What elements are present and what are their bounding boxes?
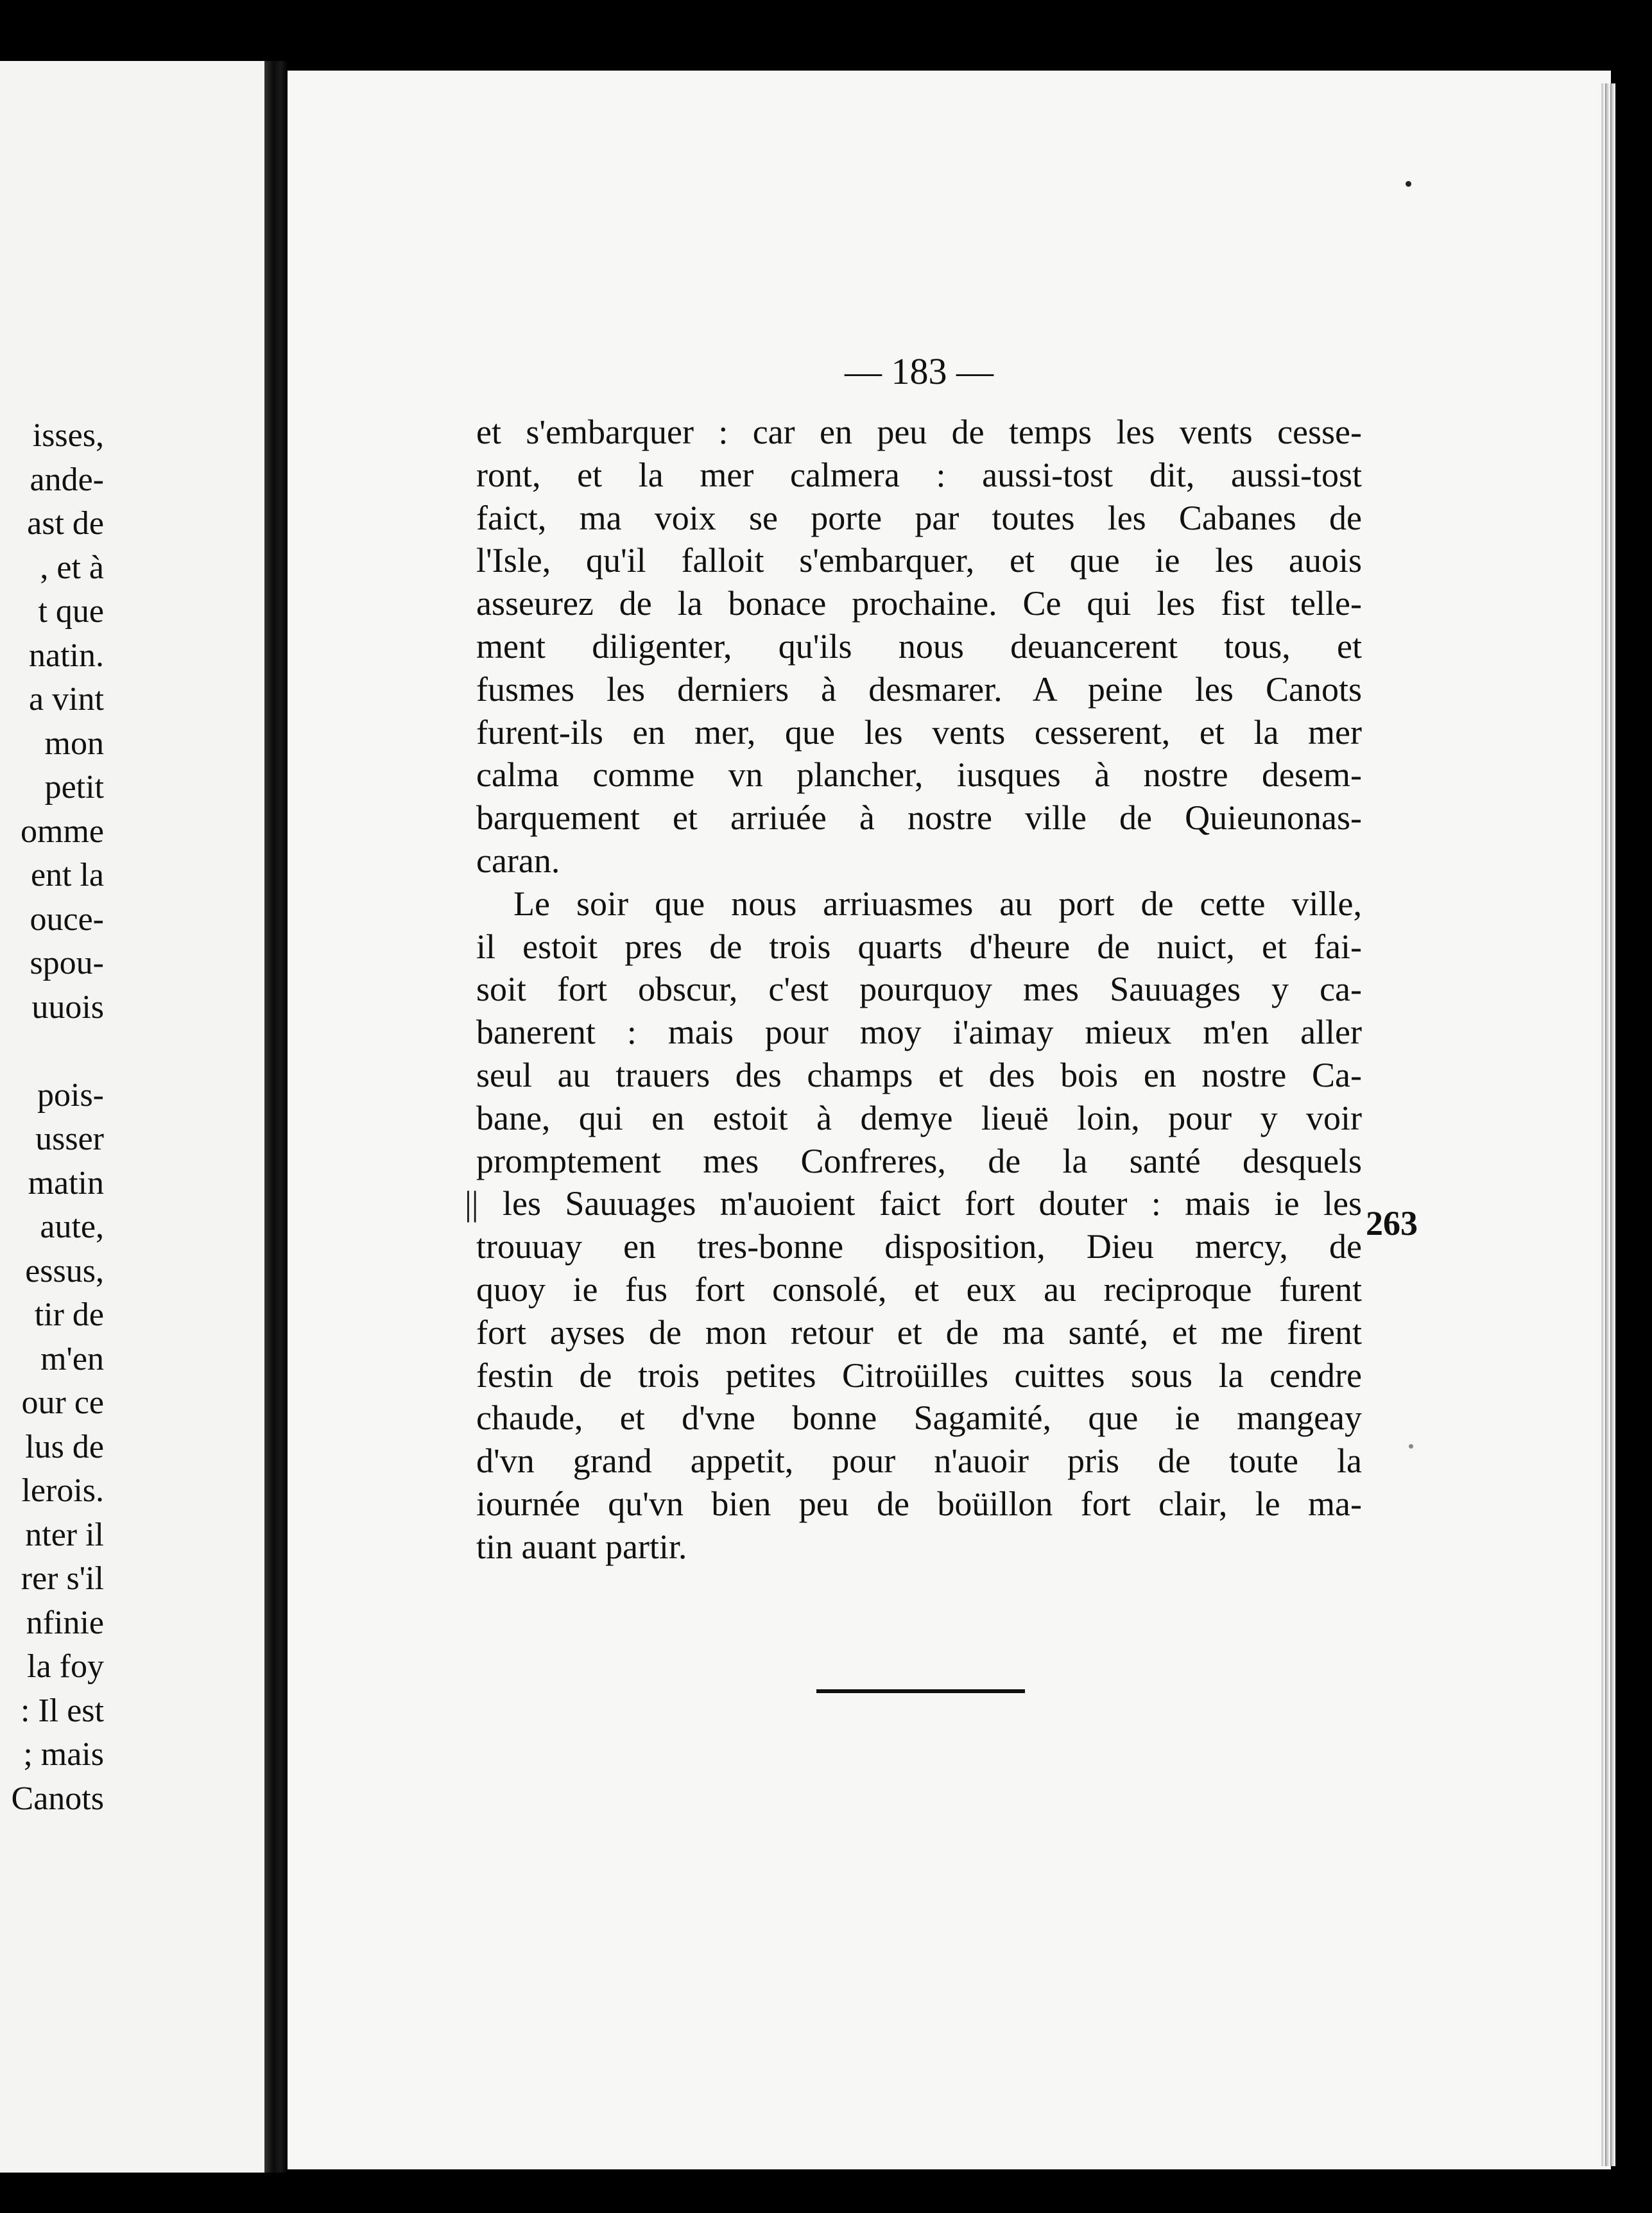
paragraph-start-line: Le soir que nous arriuasmes au port de cette ville, <box>513 884 1362 923</box>
text-line: trouuay en tres-bonne disposition, Dieu mercy, de <box>476 1227 1362 1266</box>
left-line: t que <box>38 593 104 630</box>
text-line: promptement mes Confreres, de la santé desquels <box>476 1141 1362 1180</box>
text-line: chaude, et d'vne bonne Sagamité, que ie mangeay <box>476 1399 1362 1438</box>
text-line: calma comme vn plancher, iusques à nostre desem- <box>476 755 1362 795</box>
left-line: rer s'il <box>21 1560 104 1597</box>
page-edge-stack <box>1601 83 1615 2166</box>
left-line: isses, <box>32 417 104 454</box>
left-line: essus, <box>25 1252 104 1289</box>
book-gutter <box>264 61 288 2173</box>
left-line: lus de <box>25 1428 104 1465</box>
text-line: faict, ma voix se porte par toutes les Cabanes de <box>476 498 1362 537</box>
left-facing-page <box>0 61 264 2173</box>
left-line: ande- <box>30 461 104 498</box>
text-line: banerent : mais pour moy i'aimay mieux m'en aller <box>476 1013 1362 1052</box>
text-line: ment diligenter, qu'ils nous deuancerent tous, et <box>476 626 1362 666</box>
text-line: d'vn grand appetit, pour n'auoir pris de toute la <box>476 1442 1362 1481</box>
left-line: tir de <box>34 1296 104 1333</box>
left-line: mon <box>44 725 104 762</box>
paper-speck <box>1406 181 1411 187</box>
text-line: fort ayses de mon retour et de ma santé, et me firent <box>476 1313 1362 1352</box>
left-line: nter il <box>25 1516 104 1553</box>
left-line: lerois. <box>21 1472 104 1509</box>
left-line: omme <box>21 813 104 850</box>
left-line: petit <box>44 769 104 805</box>
paper-speck <box>1409 1444 1413 1449</box>
left-line: la foy <box>27 1648 104 1685</box>
page-number: — 183 — <box>845 350 994 392</box>
margin-page-number: 263 <box>1366 1204 1418 1243</box>
left-line: our ce <box>21 1384 104 1421</box>
left-line: ; mais <box>23 1736 104 1773</box>
left-line <box>0 1029 104 1074</box>
text-line: quoy ie fus fort consolé, et eux au reciproque furent <box>476 1270 1362 1309</box>
left-line: Canots <box>11 1780 104 1817</box>
text-line: ront, et la mer calmera : aussi-tost dit, aussi-tost <box>476 455 1362 494</box>
left-line: ast de <box>27 505 104 542</box>
text-line: festin de trois petites Citroüilles cuittes sous la cendre <box>476 1356 1362 1395</box>
text-line: furent-ils en mer, que les vents cesserent, et la mer <box>476 712 1362 752</box>
left-line: matin <box>28 1164 104 1201</box>
left-line: a vint <box>29 681 104 718</box>
left-line: usser <box>35 1121 104 1157</box>
left-line: m'en <box>40 1340 104 1377</box>
left-line: aute, <box>40 1209 104 1245</box>
left-line: natin. <box>29 637 104 674</box>
text-line: bane, qui en estoit à demye lieuë loin, pour y voir <box>476 1098 1362 1137</box>
left-line: pois- <box>37 1076 104 1114</box>
left-line: : Il est <box>21 1692 104 1729</box>
text-line: fusmes les derniers à desmarer. A peine les Canots <box>476 669 1362 709</box>
left-line: uuois <box>31 988 104 1026</box>
text-line: et s'embarquer : car en peu de temps les vents cesse- <box>476 413 1362 451</box>
main-text <box>465 411 1362 1569</box>
text-line: asseurez de la bonace prochaine. Ce qui les fist telle- <box>476 584 1362 623</box>
left-line: ouce- <box>30 900 104 938</box>
left-line: spou- <box>30 945 104 981</box>
text-line: barquement et arriuée à nostre ville de Quieunonas- <box>476 798 1362 838</box>
text-line: il estoit pres de trois quarts d'heure de nuict, et fai- <box>476 927 1362 966</box>
left-line: ent la <box>30 857 104 893</box>
left-page-text <box>0 414 104 1821</box>
text-line: tin auant partir. <box>476 1527 687 1566</box>
text-line: iournée qu'vn bien peu de boüillon fort clair, le ma- <box>476 1484 1362 1523</box>
section-end-rule <box>816 1689 1025 1693</box>
left-line: nfinie <box>26 1604 104 1641</box>
text-line: soit fort obscur, c'est pourquoy mes Sauuages y ca- <box>476 970 1362 1009</box>
text-line: l'Isle, qu'il falloit s'embarquer, et que ie les auois <box>476 541 1362 580</box>
left-line: , et à <box>40 549 104 586</box>
text-line-with-page-marker: || les Sauuages m'auoient faict fort douter : mais ie les <box>465 1184 1362 1223</box>
text-line: caran. <box>476 841 560 880</box>
text-line: seul au trauers des champs et des bois en nostre Ca- <box>476 1055 1362 1094</box>
